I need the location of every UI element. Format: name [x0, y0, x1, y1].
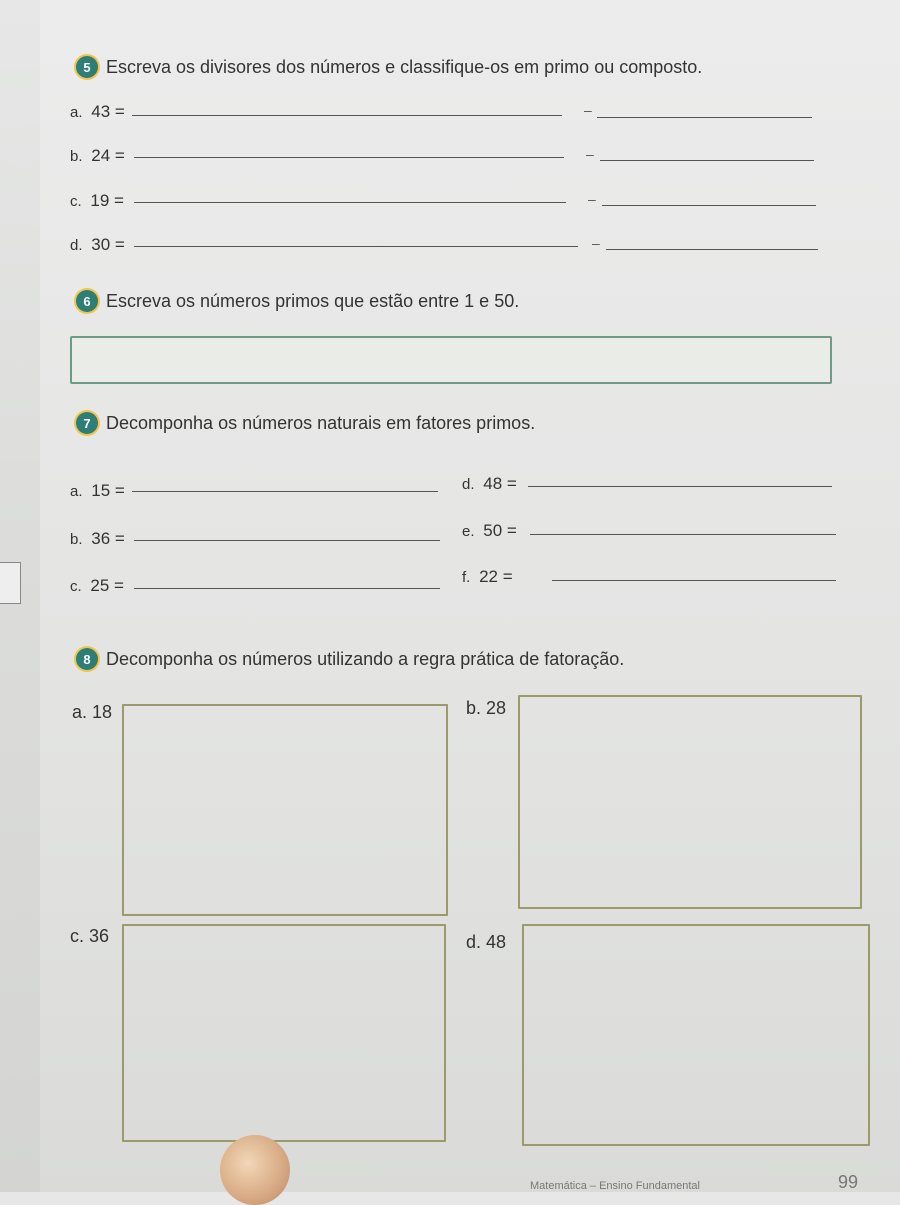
q8-item-a-label: a. 18: [72, 702, 113, 722]
q7-item-a: [70, 481, 125, 501]
q5-item-d: [70, 235, 125, 255]
q7-item-b-line[interactable]: [134, 540, 440, 541]
question-5-header: [76, 56, 702, 78]
q5-item-b-dash: –: [586, 146, 594, 162]
q8-item-d-box[interactable]: [522, 924, 870, 1146]
q5-item-c-letter: c.: [70, 193, 82, 210]
q5-item-c: [70, 191, 124, 211]
question-6-header: [76, 290, 519, 312]
q7-item-a-letter: a.: [70, 483, 83, 500]
q8-item-a-box[interactable]: [122, 704, 448, 916]
question-6-text: Escreva os números primos que estão entre 1 e 50.: [106, 290, 520, 311]
q5-item-c-dash: –: [588, 191, 596, 207]
q7-item-d-line[interactable]: [528, 486, 832, 487]
q7-item-e-expr: 50 =: [483, 521, 517, 540]
q5-item-d-expr: 30 =: [91, 235, 125, 254]
q5-item-d-divisors-line[interactable]: [134, 246, 578, 247]
question-7-number: 7: [76, 412, 98, 434]
q7-item-d: [462, 474, 517, 494]
q7-item-c-letter: c.: [70, 578, 82, 595]
q7-item-a-expr: 15 =: [91, 481, 125, 500]
q7-item-f-expr: 22 =: [479, 567, 513, 586]
q8-item-c-label: c. 36: [70, 926, 110, 946]
q7-item-e-line[interactable]: [530, 534, 836, 535]
q7-item-b-expr: 36 =: [91, 529, 125, 548]
question-8-header: [76, 648, 624, 670]
q5-item-b-divisors-line[interactable]: [134, 157, 564, 158]
q5-item-c-divisors-line[interactable]: [134, 202, 566, 203]
q7-item-a-line[interactable]: [132, 491, 438, 492]
q7-item-c-expr: 25 =: [90, 576, 124, 595]
q8-item-d-label: d. 48: [466, 932, 507, 952]
question-7-text: Decomponha os números naturais em fatores primos.: [106, 412, 536, 433]
question-7-header: [76, 412, 535, 434]
q8-item-c-box[interactable]: [122, 924, 446, 1142]
q8-item-b-label: b. 28: [466, 698, 507, 718]
q7-item-c-line[interactable]: [134, 588, 440, 589]
q7-item-b-letter: b.: [70, 531, 83, 548]
page-edge-marker: [0, 562, 21, 604]
q5-item-a-dash: –: [584, 102, 592, 118]
q5-item-a-expr: 43 =: [91, 102, 125, 121]
q5-item-b-expr: 24 =: [91, 146, 125, 165]
q7-item-f-line[interactable]: [552, 580, 836, 581]
q7-item-e-letter: e.: [462, 523, 475, 540]
q5-item-c-expr: 19 =: [90, 191, 124, 210]
q7-item-f-letter: f.: [462, 569, 471, 586]
q5-item-b-class-line[interactable]: [600, 160, 814, 161]
q5-item-a-letter: a.: [70, 104, 83, 121]
footer-book-title: Matemática – Ensino Fundamental: [530, 1180, 700, 1192]
q7-item-b: [70, 529, 125, 549]
q5-item-b-letter: b.: [70, 148, 83, 165]
q5-item-c-class-line[interactable]: [602, 205, 816, 206]
question-5-number: 5: [76, 56, 98, 78]
question-8-text: Decomponha os números utilizando a regra prática de fatoração.: [106, 648, 625, 669]
page-number: 99: [838, 1172, 859, 1192]
finger-photo: [220, 1135, 290, 1205]
q7-item-d-expr: 48 =: [483, 474, 517, 493]
q5-item-a: [70, 102, 125, 122]
q5-item-d-class-line[interactable]: [606, 249, 818, 250]
q5-item-d-letter: d.: [70, 237, 83, 254]
q5-item-a-class-line[interactable]: [597, 117, 812, 118]
q7-item-e: [462, 521, 517, 541]
question-5-text: Escreva os divisores dos números e classifique-os em primo ou composto.: [106, 56, 703, 77]
question-6-number: 6: [76, 290, 98, 312]
q7-item-f: [462, 567, 513, 587]
q8-item-b-box[interactable]: [518, 695, 862, 909]
q6-answer-box[interactable]: [70, 336, 832, 384]
question-8-number: 8: [76, 648, 98, 670]
q5-item-b: [70, 146, 125, 166]
q5-item-a-divisors-line[interactable]: [132, 115, 562, 116]
q7-item-d-letter: d.: [462, 476, 475, 493]
q5-item-d-dash: –: [592, 235, 600, 251]
q7-item-c: [70, 576, 124, 596]
